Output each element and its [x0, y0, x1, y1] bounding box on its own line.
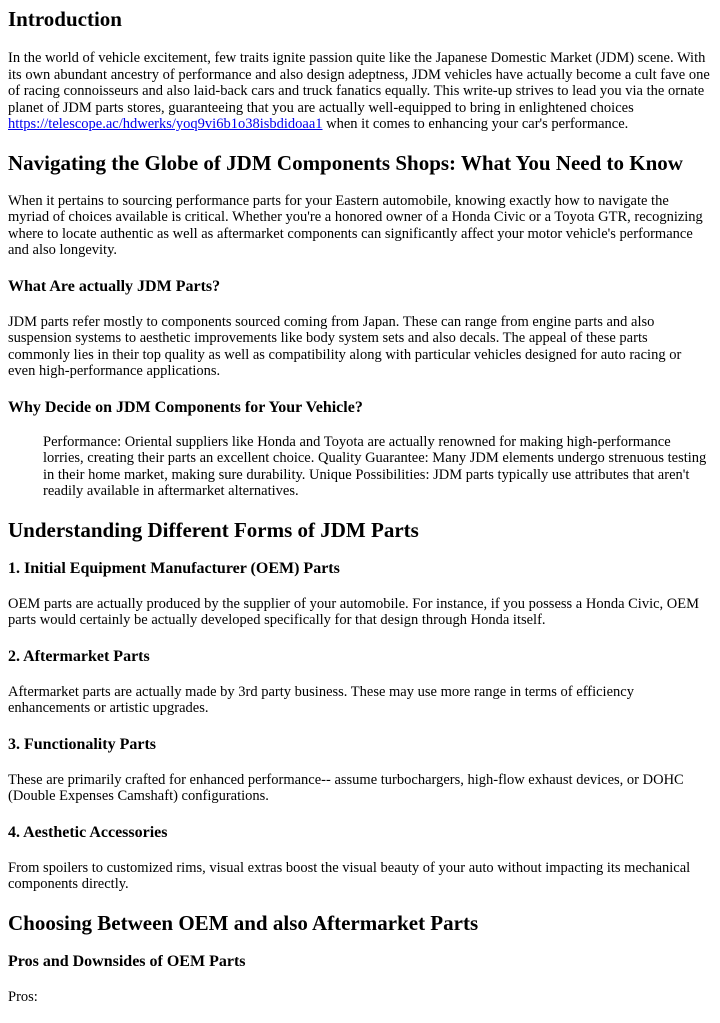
why-decide-heading: Why Decide on JDM Components for Your Vehicle? [8, 398, 363, 416]
navigating-paragraph: When it pertains to sourcing performance parts for your Eastern automobile, knowing exactly how to navigate the myriad of choices available is critical. Whether you're a honored owner of a Honda Civic or a Toyota GTR, recognizing where to locate authentic as well as aftermarket components can significantly affect your motor vehicle's performance and also longevity. [8, 192, 703, 258]
intro-paragraph [8, 50, 712, 133]
aftermarket-heading: 2. Aftermarket Parts [8, 647, 150, 665]
intro-text-after: when it comes to enhancing your car's performance. [326, 116, 629, 132]
aesthetic-heading: 4. Aesthetic Accessories [8, 823, 168, 841]
what-are-heading: What Are actually JDM Parts? [8, 277, 221, 295]
article [0, 6, 720, 1005]
forms-heading: Understanding Different Forms of JDM Parts [8, 517, 419, 542]
aesthetic-paragraph: From spoilers to customized rims, visual extras boost the visual beauty of your auto without impacting its mechanical components directly. [8, 859, 691, 892]
what-are-paragraph: JDM parts refer mostly to components sourced coming from Japan. These can range from engine parts and also suspension systems to aesthetic improvements like body system sets and also decals. The appeal of these parts commonly lies in their top quality as well as compatibility along with particular vehicles designed for auto racing or even high-performance applications. [8, 313, 682, 379]
aftermarket-paragraph: Aftermarket parts are actually made by 3rd party business. These may use more range in terms of efficiency enhancements or artistic upgrades. [8, 683, 634, 716]
functionality-heading: 3. Functionality Parts [8, 735, 156, 753]
navigating-heading: Navigating the Globe of JDM Components Shops: What You Need to Know [8, 150, 683, 175]
why-decide-quote: Performance: Oriental suppliers like Honda and Toyota are actually renowned for making high-performance lorries, creating their parts an excellent choice. Quality Guarantee: Many JDM elements undergo strenuous testing in their home market, making sure durability. Unique Possibilities: JDM parts typically use attributes that aren't readily available in aftermarket alternatives. [43, 433, 707, 499]
pros-cons-heading: Pros and Downsides of OEM Parts [8, 952, 246, 970]
intro-heading: Introduction [8, 7, 122, 31]
oem-paragraph: OEM parts are actually produced by the supplier of your automobile. For instance, if you possess a Honda Civic, OEM parts would certainly be actually developed specifically for that design through Honda itself. [8, 595, 700, 628]
telescope-link[interactable]: https://telescope.ac/hdwerks/yoq9vi6b1o38isbdidoaa1 [8, 116, 323, 132]
intro-text-before: In the world of vehicle excitement, few traits ignite passion quite like the Japanese Domestic Market (JDM) scene. With its own abundant ancestry of performance and also design adeptness, JDM vehicles have actually become a cult fave one of racing connoisseurs and also laid-back cars and truck fanatics equally. This write-up strives to lead you via the ornate planet of JDM parts stores, guaranteeing that you are actually well-equipped to bring in enlightened choices [8, 50, 710, 116]
oem-heading: 1. Initial Equipment Manufacturer (OEM) Parts [8, 559, 340, 577]
choosing-heading: Choosing Between OEM and also Aftermarket Parts [8, 910, 479, 935]
functionality-paragraph: These are primarily crafted for enhanced performance-- assume turbochargers, high-flow exhaust devices, or DOHC (Double Expenses Camshaft) configurations. [8, 771, 684, 804]
pros-label: Pros: [8, 988, 38, 1005]
